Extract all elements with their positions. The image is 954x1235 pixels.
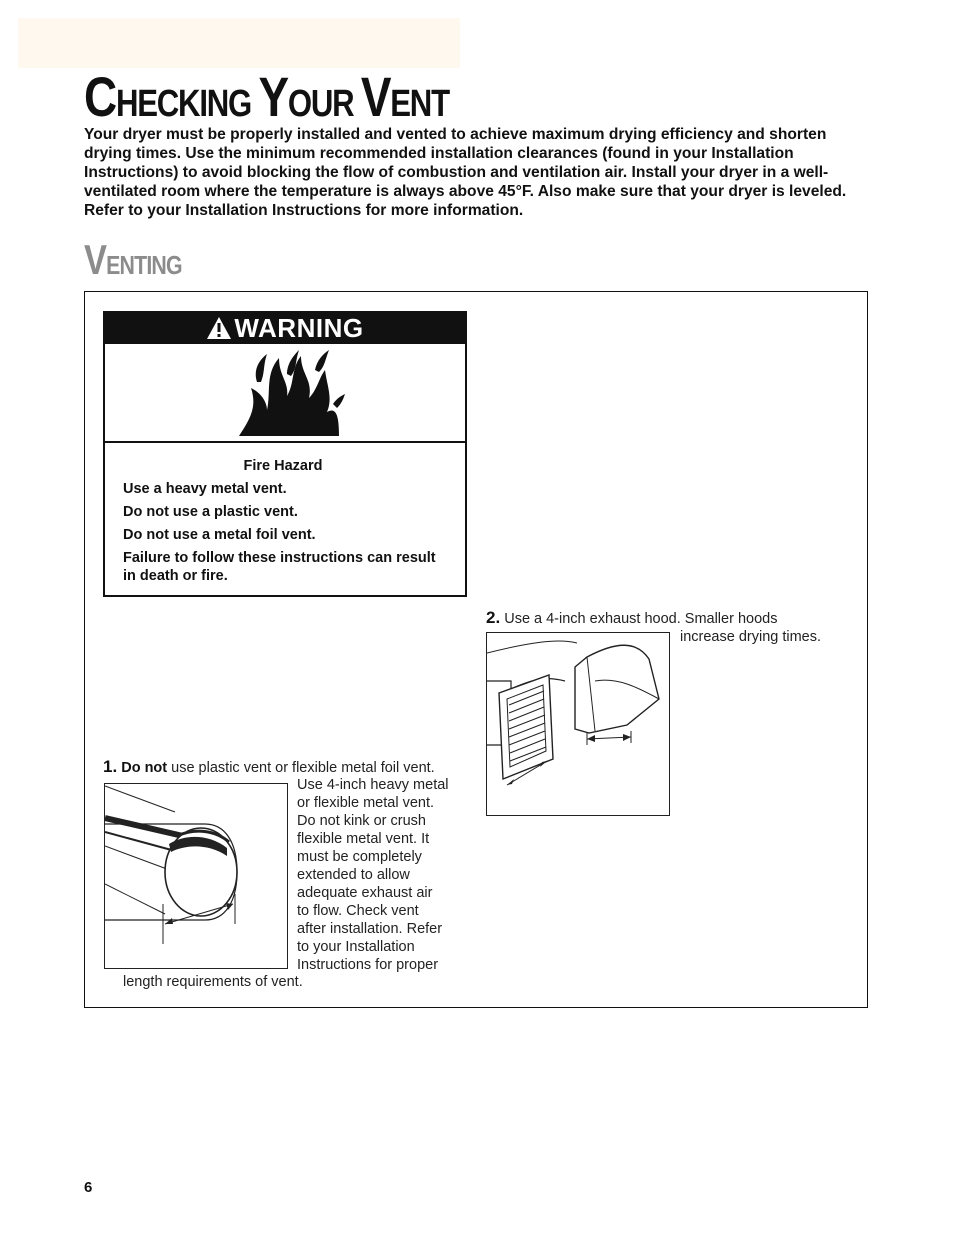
step-1-line-1: 1. Do not use plastic vent or flexible metal foil vent. [103, 757, 435, 776]
step-1-line: Do not kink or crush [297, 813, 426, 829]
section-title-venting: VENTING [84, 236, 182, 283]
warning-box [103, 311, 467, 597]
page-title [84, 64, 449, 129]
fire-icon [229, 348, 349, 438]
step-1-line: flexible metal vent. It [297, 831, 430, 847]
step-1-line: Use 4-inch heavy metal [297, 777, 449, 793]
step-1-line: extended to allow [297, 867, 410, 883]
step-1-last-line: length requirements of vent. [123, 974, 303, 990]
header-tab-band [18, 18, 460, 68]
step-2-line-2: increase drying times. [680, 629, 822, 645]
warning-label: WARNING [234, 313, 364, 343]
title-word-1: CHECKING [84, 65, 252, 128]
title-word-2: YOUR [258, 65, 354, 128]
page-number: 6 [84, 1179, 93, 1196]
vent-pipe-illustration [104, 783, 288, 969]
warning-triangle-icon [206, 316, 232, 340]
warning-text [123, 457, 443, 590]
step-1-line: or flexible metal vent. [297, 795, 435, 811]
hazard-label: Fire Hazard [243, 458, 323, 474]
step-1-line: adequate exhaust air [297, 885, 433, 901]
warning-line-4: Failure to follow these instructions can result in death or fire. [123, 550, 436, 584]
warning-line-1: Use a heavy metal vent. [123, 481, 287, 497]
warning-image-area [105, 344, 465, 443]
warning-header [105, 313, 465, 344]
step-1-line: Instructions for proper [297, 957, 439, 973]
title-word-3: VENT [360, 65, 449, 128]
intro-paragraph: Your dryer must be properly installed and vented to achieve maximum drying efficiency and shorten drying times. Use the minimum recommended installation clearances (found in your Installation Instructions) to avoid blocking the flow of combustion and ventilation air. Install your dryer in a well-ventilated room where the temperature is always above 45°F. Also make sure that your dryer is leveled. Refer to your Installation Instructions for more information. [84, 126, 847, 219]
warning-line-3: Do not use a metal foil vent. [123, 527, 316, 543]
step-2-line-1: 2. Use a 4-inch exhaust hood. Smaller hoods [486, 608, 778, 627]
step-1-line: to flow. Check vent [297, 903, 419, 919]
step-1-line: to your Installation [297, 939, 415, 955]
step-1-wrapped-text [297, 776, 467, 974]
warning-line-2: Do not use a plastic vent. [123, 504, 298, 520]
exhaust-hood-illustration [486, 632, 670, 816]
step-1-line: must be completely [297, 849, 422, 865]
step-1-line: after installation. Refer [297, 921, 443, 937]
